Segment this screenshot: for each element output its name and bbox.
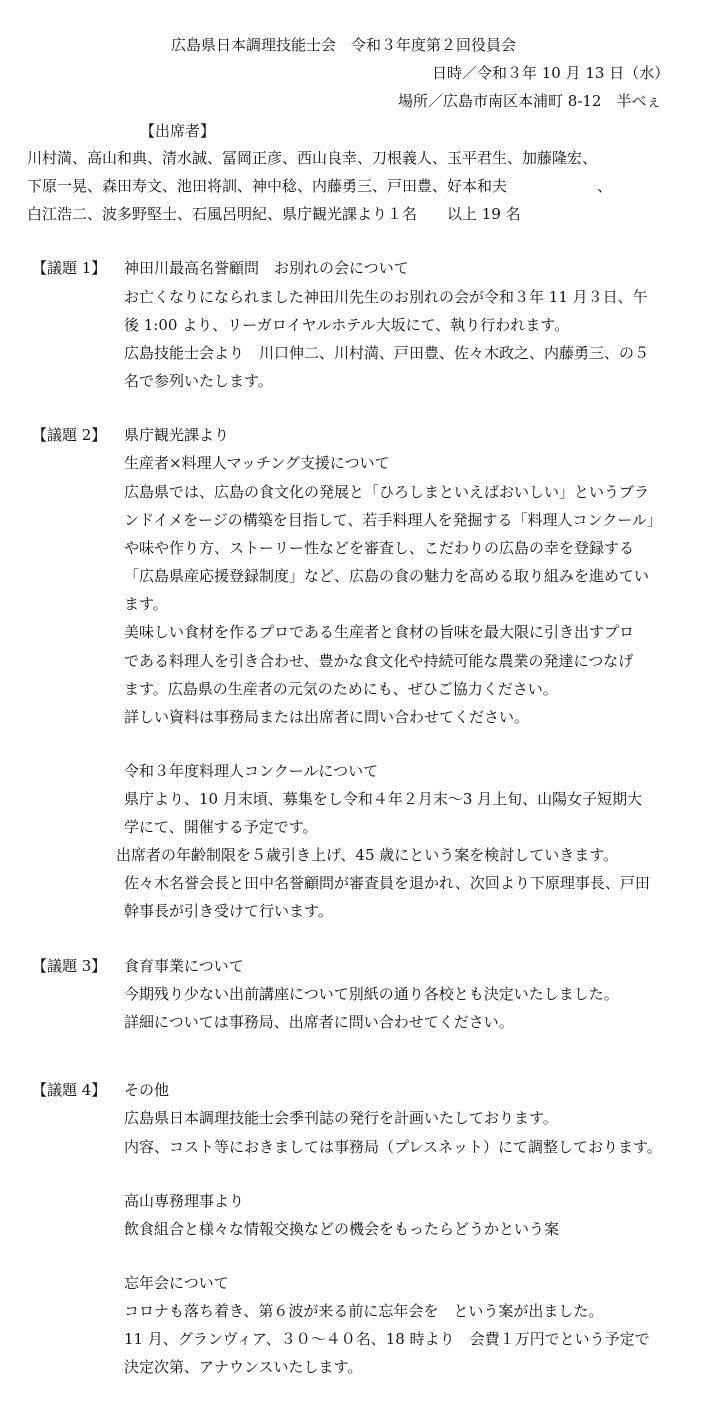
agenda-2-line: ます。 [124, 595, 168, 613]
agenda-4-line: 11 月、グランヴィア、３０～４０名、18 時より 会費１万円でという予定で [124, 1330, 650, 1348]
meeting-place: 場所／広島市南区本浦町 8-12 半べぇ [398, 92, 662, 110]
agenda-4-line: 内容、コスト等におきましては事務局（プレスネット）にて調整しております。 [124, 1138, 662, 1156]
agenda-4-line: 飲食組合と様々な情報交換などの機会をもったらどうかという案 [124, 1220, 560, 1238]
agenda-1-line: 広島技能士会より 川口伸二、川村満、戸田豊、佐々木政之、内藤勇三、の５ [124, 344, 650, 362]
agenda-2-line: 幹事長が引き受けて行います。 [124, 902, 333, 920]
agenda-2-line: 広島県では、広島の食文化の発展と「ひろしまといえばおいしい」というブラ [124, 483, 650, 501]
agenda-4-subtitle: 高山専務理事より [124, 1192, 245, 1210]
agenda-4-line: コロナも落ち着き、第６波が来る前に忘年会を という案が出ました。 [124, 1302, 604, 1320]
agenda-3-title: 食育事業について [124, 957, 244, 975]
agenda-2-line: ンドイメをージの構築を目指して、若手料理人を発掘する「料理人コンクール」 [124, 511, 662, 529]
agenda-2-line: である料理人を引き合わせ、豊かな食文化や持続可能な農業の発達につなげ [124, 652, 634, 670]
agenda-4-title: その他 [124, 1081, 170, 1099]
agenda-1-line: お亡くなりになられました神田川先生のお別れの会が令和３年 11 月３日、午 [124, 288, 648, 306]
agenda-4-subtitle: 忘年会について [124, 1274, 229, 1292]
agenda-1-line: 後 1:00 より、リーガロイヤルホテル大坂にて、執り行われます。 [124, 316, 570, 334]
attendees-line: 下原一晃、森田寿文、池田将訓、神中稔、内藤勇三、戸田豊、好本和夫 、 [27, 177, 613, 195]
agenda-3-line: 詳細については事務局、出席者に問い合わせてください。 [124, 1013, 514, 1031]
agenda-2-line: 「広島県産応援登録制度」など、広島の食の魅力を高める取り組みを進めてい [124, 567, 650, 585]
agenda-1-label: 【議題 1】 [32, 259, 107, 277]
agenda-2-subtitle: 生産者×料理人マッチング支援について [124, 454, 390, 472]
agenda-2-title: 県庁観光課より [124, 426, 230, 444]
agenda-2-subtitle: 令和３年度料理人コンクールについて [124, 762, 379, 780]
meeting-date: 日時／令和３年 10 月 13 日（水） [432, 64, 670, 82]
agenda-2-line: 出席者の年齢制限を５歳引き上げ、45 歳にという案を検討していきます。 [116, 846, 619, 864]
agenda-2-line: 詳しい資料は事務局または出席者に問い合わせてください。 [124, 708, 530, 726]
agenda-1-title: 神田川最高名誉顧問 お別れの会について [124, 259, 409, 277]
agenda-2-line: ます。広島県の生産者の元気のためにも、ぜひご協力ください。 [124, 680, 558, 698]
agenda-2-line: 美味しい食材を作るプロである生産者と食材の旨味を最大限に引き出すプロ [124, 623, 635, 641]
agenda-2-label: 【議題 2】 [32, 426, 107, 444]
attendees-heading: 【出席者】 [140, 122, 216, 140]
agenda-2-line: 県庁より、10 月末頃、募集をし令和４年２月末～3 月上旬、山陽女子短期大 [124, 790, 643, 808]
attendees-line: 白江浩二、波多野堅士、石風呂明紀、県庁観光課より１名 以上 19 名 [27, 205, 521, 223]
agenda-1-line: 名で参列いたします。 [124, 372, 273, 390]
agenda-3-line: 今期残り少ない出前講座について別紙の通り各校とも決定いたしました。 [124, 985, 619, 1003]
attendees-line: 川村満、高山和典、清水誠、冨岡正彦、西山良幸、刀根義人、玉平君生、加藤隆宏、 [27, 149, 598, 167]
agenda-4-label: 【議題 4】 [32, 1081, 107, 1099]
document-title: 広島県日本調理技能士会 令和３年度第２回役員会 [171, 36, 517, 54]
agenda-2-line: 学にて、開催する予定です。 [124, 818, 318, 836]
agenda-4-line: 決定次第、アナウンスいたします。 [124, 1358, 363, 1376]
agenda-2-line: や味や作り方、ストーリー性などを審査し、こだわりの広島の幸を登録する [124, 539, 635, 557]
agenda-3-label: 【議題 3】 [32, 957, 107, 975]
agenda-4-line: 広島県日本調理技能士会季刊誌の発行を計画いたしております。 [124, 1109, 558, 1127]
agenda-2-line: 佐々木名誉会長と田中名誉顧問が審査員を退かれ、次回より下原理事長、戸田 [124, 874, 650, 892]
